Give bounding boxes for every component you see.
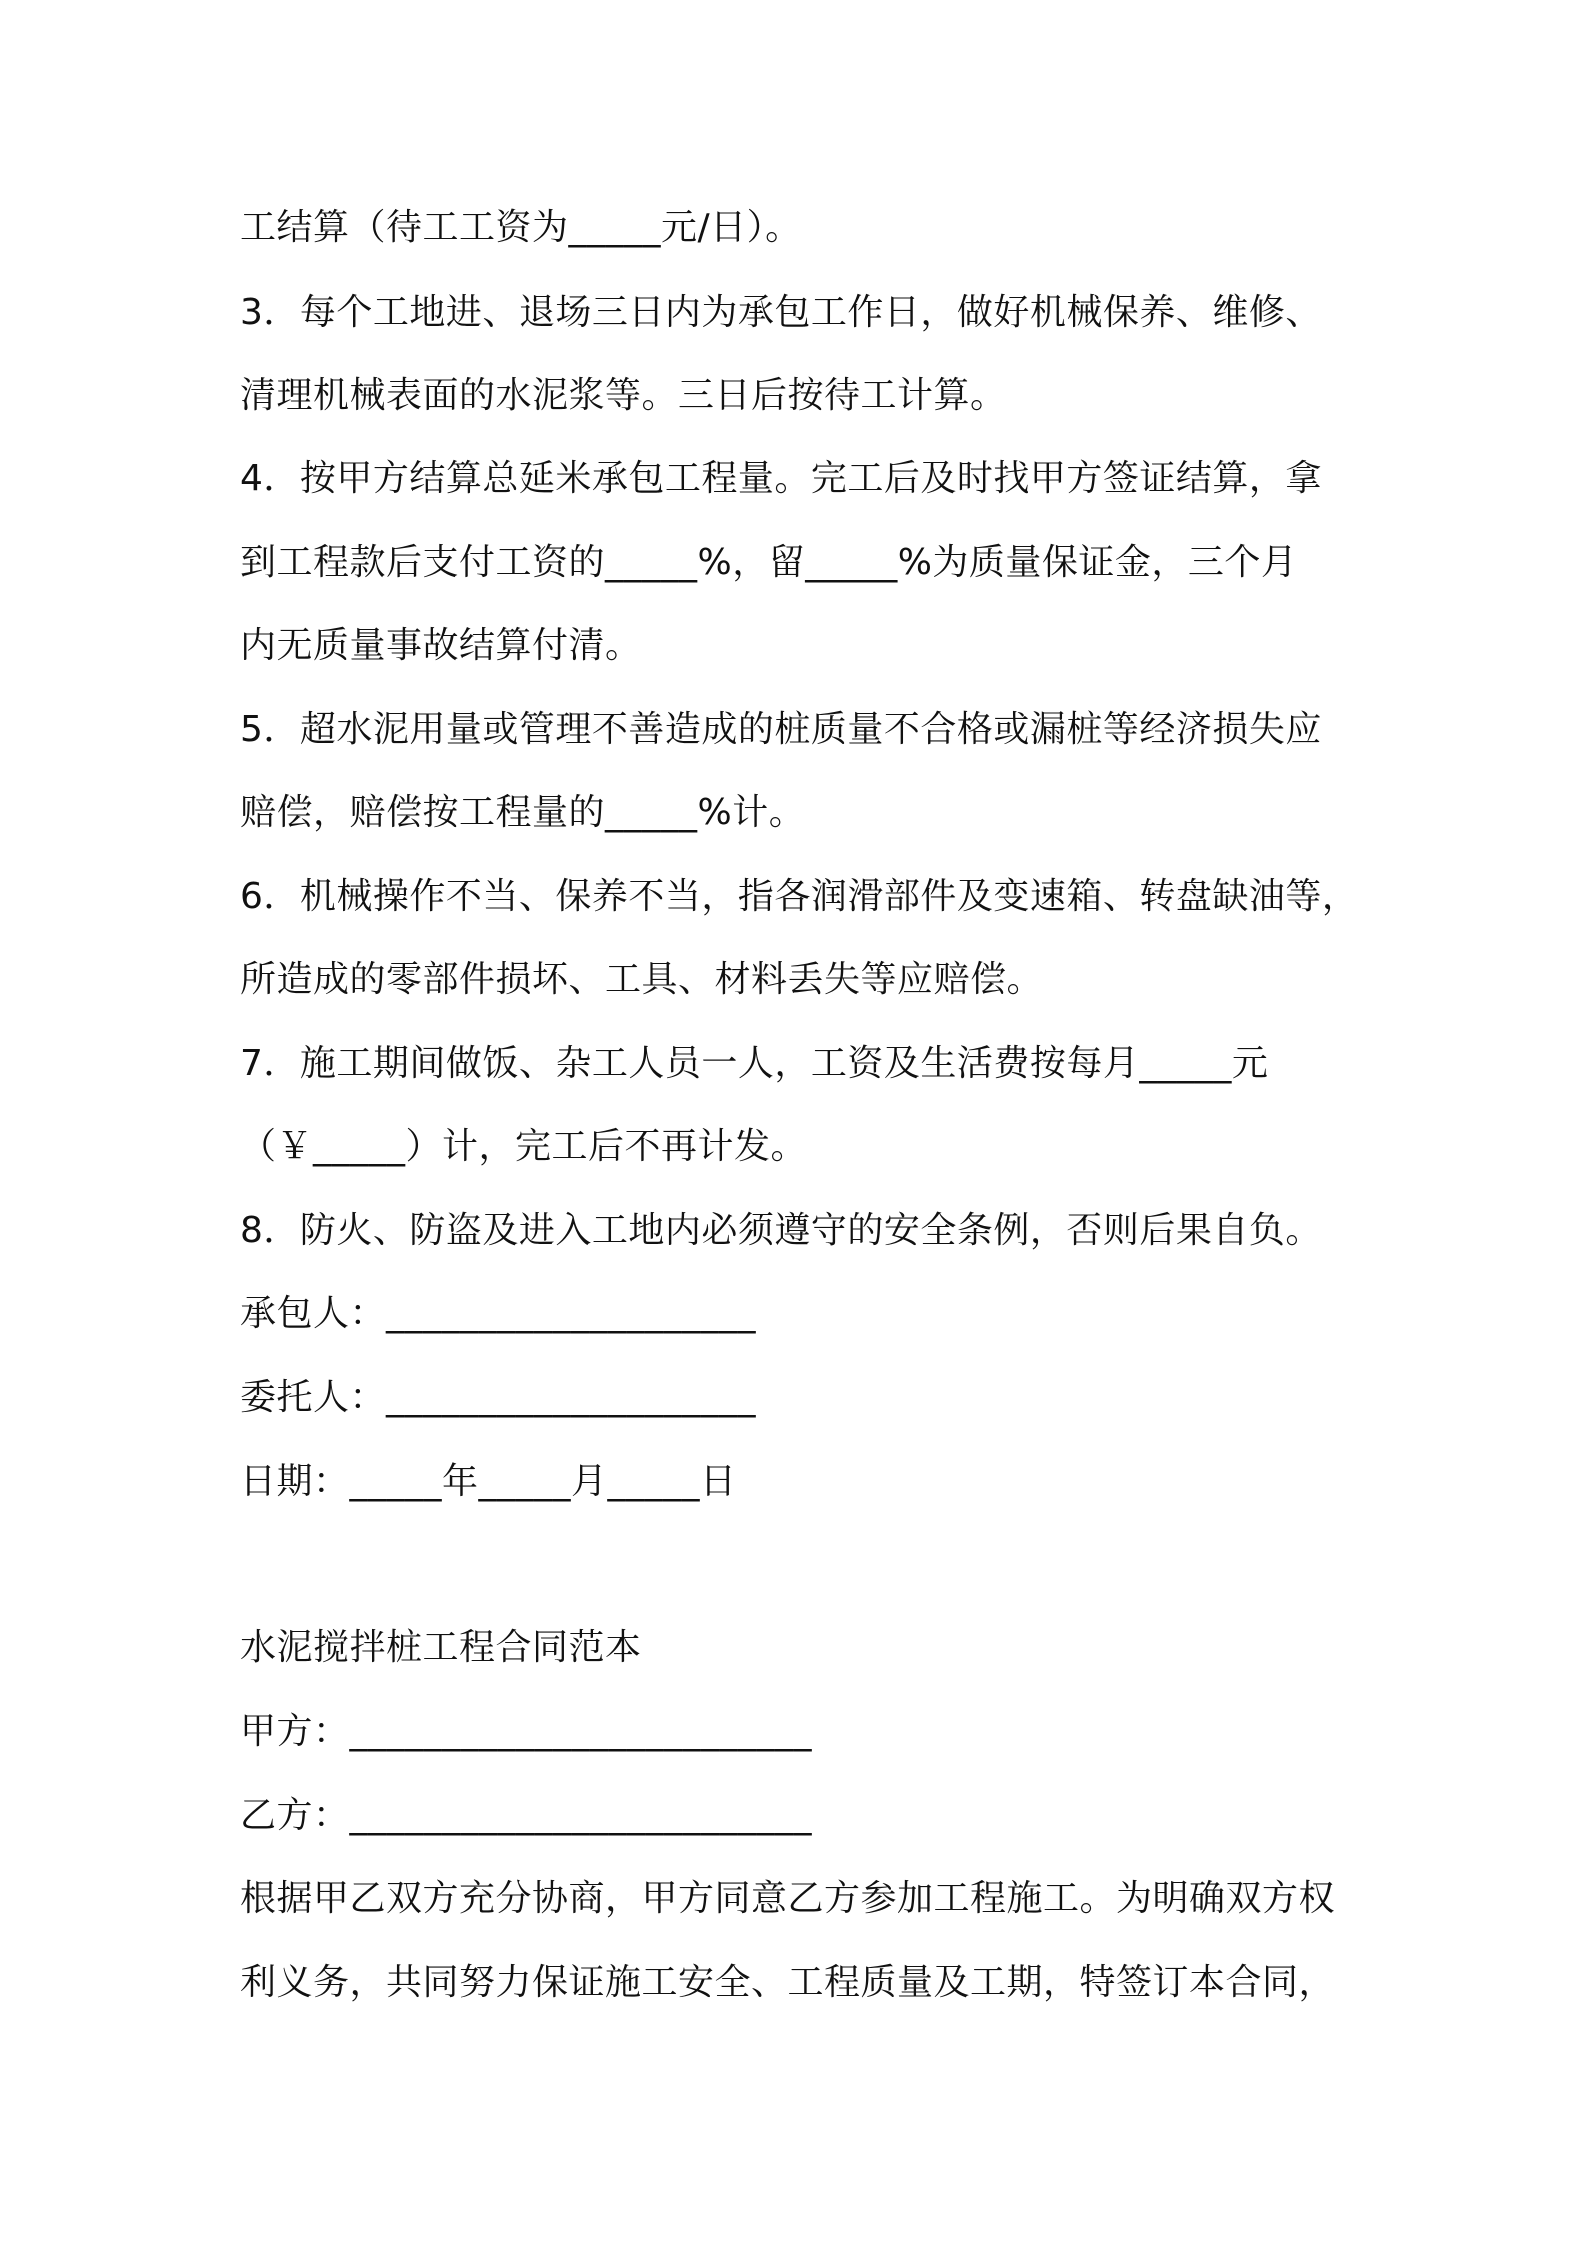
clause-5-line: 5．超水泥用量或管理不善造成的桩质量不合格或漏桩等经济损失应 [240, 709, 1322, 750]
contract-title: 水泥搅拌桩工程合同范本 [240, 1627, 642, 1668]
date-line: 日期：_____年_____月_____日 [240, 1461, 737, 1502]
clause-4-line: 到工程款后支付工资的_____%，留_____%为质量保证金，三个月 [240, 542, 1298, 583]
clause-6-line: 6．机械操作不当、保养不当，指各润滑部件及变速箱、转盘缺油等， [240, 876, 1359, 917]
party-a-line: 甲方：_________________________ [240, 1711, 813, 1752]
clause-4-line: 4．按甲方结算总延米承包工程量。完工后及时找甲方签证结算，拿 [240, 458, 1322, 499]
clause-6-line: 所造成的零部件损坏、工具、材料丢失等应赔偿。 [240, 959, 1044, 1000]
principal-signature-line: 委托人：____________________ [240, 1377, 757, 1418]
clause-7-line: （￥_____）计，完工后不再计发。 [240, 1126, 808, 1167]
party-b-line: 乙方：_________________________ [240, 1795, 813, 1836]
preamble-line: 利义务，共同努力保证施工安全、工程质量及工期，特签订本合同， [240, 1962, 1336, 2003]
contract-text-line: 工结算（待工工资为_____元/日）。 [240, 207, 802, 248]
clause-5-line: 赔偿，赔偿按工程量的_____%计。 [240, 792, 806, 833]
clause-4-line: 内无质量事故结算付清。 [240, 625, 642, 666]
preamble-line: 根据甲乙双方充分协商，甲方同意乙方参加工程施工。为明确双方权 [240, 1878, 1336, 1919]
clause-7-line: 7．施工期间做饭、杂工人员一人，工资及生活费按每月_____元 [240, 1043, 1269, 1084]
contractor-signature-line: 承包人：____________________ [240, 1293, 757, 1334]
clause-3-line: 3．每个工地进、退场三日内为承包工作日，做好机械保养、维修、 [240, 292, 1322, 333]
clause-3-line: 清理机械表面的水泥浆等。三日后按待工计算。 [240, 375, 1007, 416]
clause-8-line: 8．防火、防盗及进入工地内必须遵守的安全条例，否则后果自负。 [240, 1210, 1322, 1251]
